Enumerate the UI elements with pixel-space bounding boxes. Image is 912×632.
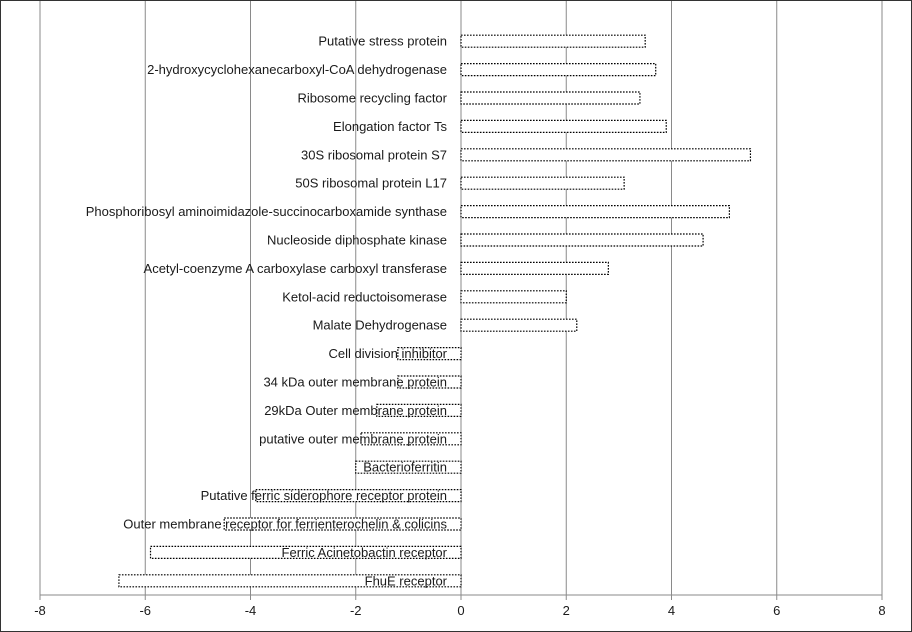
category-label: 30S ribosomal protein S7 <box>301 147 447 163</box>
x-tick-label: 2 <box>562 603 570 618</box>
bar <box>461 149 750 161</box>
category-label: Elongation factor Ts <box>333 118 447 134</box>
category-label: Ribosome recycling factor <box>297 90 447 106</box>
category-label: Acetyl-coenzyme A carboxylase carboxyl transferase <box>143 260 447 276</box>
category-label: putative outer membrane protein <box>259 431 447 447</box>
x-tick-label: 4 <box>667 603 676 618</box>
category-label: 50S ribosomal protein L17 <box>295 175 447 191</box>
category-label: Cell division inhibitor <box>328 346 447 362</box>
bar <box>461 234 703 246</box>
category-label: Putative stress protein <box>318 33 447 49</box>
bar <box>461 262 608 274</box>
category-label: 34 kDa outer membrane protein <box>263 374 447 390</box>
bar <box>461 291 566 303</box>
category-label: Ferric Acinetobactin receptor <box>281 544 447 560</box>
bar <box>461 177 624 189</box>
x-tick-label: -4 <box>244 603 257 618</box>
category-label: Bacterioferritin <box>363 459 447 475</box>
x-tick-label: 0 <box>457 603 465 618</box>
bar <box>461 319 577 331</box>
x-axis <box>34 595 885 618</box>
bar <box>461 35 645 47</box>
category-label: FhuE receptor <box>364 573 447 589</box>
x-tick-label: -8 <box>34 603 46 618</box>
category-label: 29kDa Outer membrane protein <box>264 402 447 418</box>
x-tick-label: -6 <box>139 603 152 618</box>
bar <box>461 206 729 218</box>
category-label: Outer membrane receptor for ferrienterochelin & colicins <box>123 516 447 532</box>
horizontal-bar-chart <box>1 1 911 631</box>
bar <box>461 92 640 104</box>
category-label: Putative ferric siderophore receptor protein <box>200 488 447 504</box>
category-label: Malate Dehydrogenase <box>312 317 447 333</box>
bar <box>461 64 656 76</box>
category-label: Nucleoside diphosphate kinase <box>267 232 447 248</box>
category-labels <box>86 34 448 589</box>
category-label: Phosphoribosyl aminoimidazole-succinocarboxamide synthase <box>85 204 447 220</box>
x-tick-label: 6 <box>773 603 781 618</box>
x-tick-label: 8 <box>878 603 886 618</box>
bar <box>461 120 666 132</box>
category-label: Ketol-acid reductoisomerase <box>282 289 447 305</box>
category-label: 2-hydroxycyclohexanecarboxyl-CoA dehydrogenase <box>147 62 447 78</box>
x-tick-label: -2 <box>349 603 362 618</box>
